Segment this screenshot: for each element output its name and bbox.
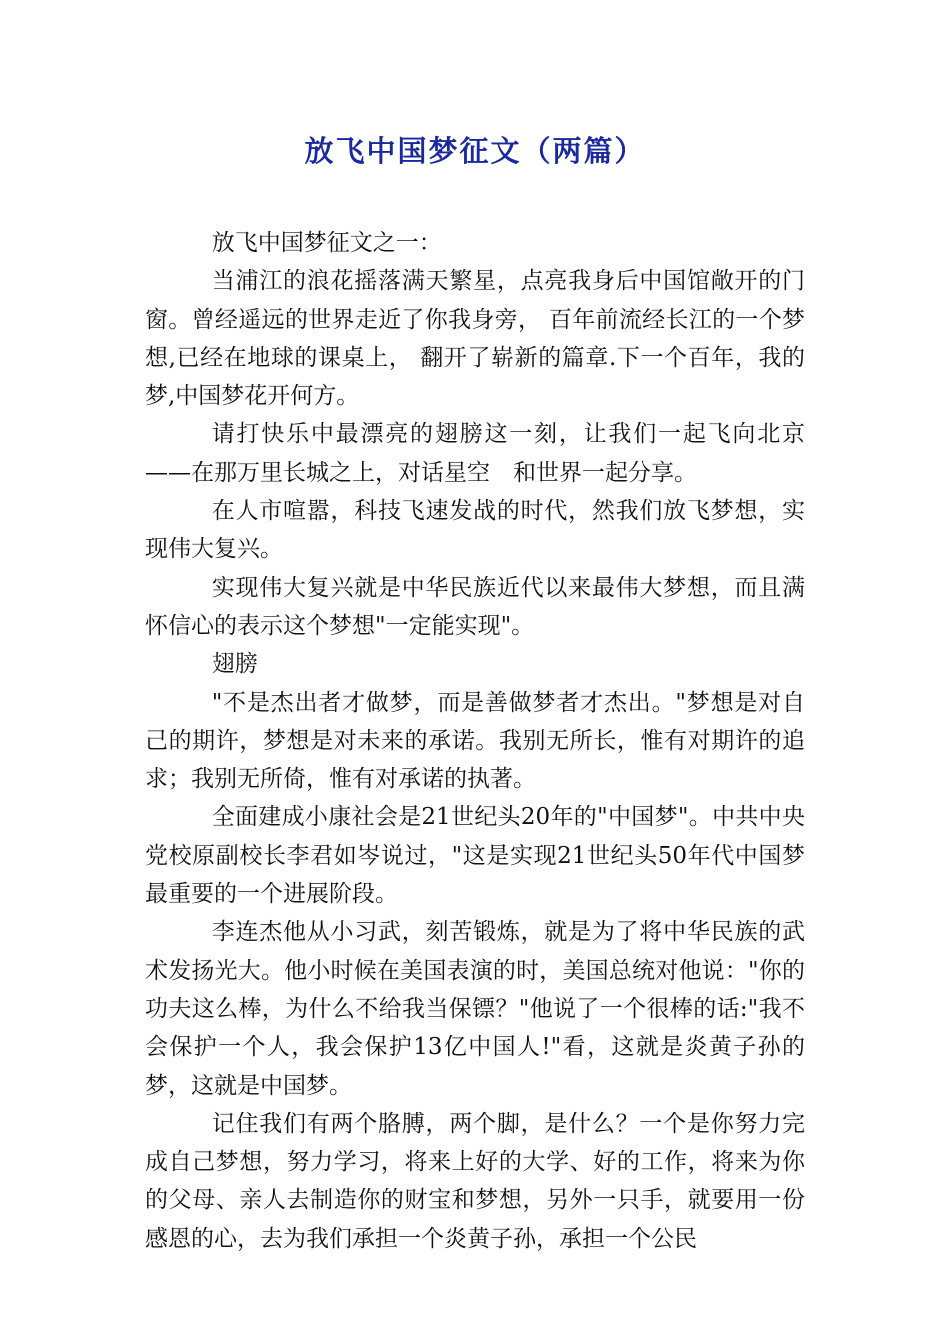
paragraph: 实现伟大复兴就是中华民族近代以来最伟大梦想，而且满怀信心的表示这个梦想"一定能实现"。 — [145, 574, 805, 639]
paragraph: 放飞中国梦征文之一： — [211, 230, 442, 256]
document-title: 放飞中国梦征文（两篇） — [304, 134, 646, 168]
paragraph: 在人市喧嚣，科技飞速发战的时代，然我们放飞梦想，实现伟大复兴。 — [145, 498, 805, 563]
paragraph: 请打快乐中最漂亮的翅膀这一刻，让我们一起飞向北京——在那万里长城之上，对话星空 和世界一起分享。 — [145, 421, 805, 486]
paragraph: 全面建成小康社会是21世纪头20年的"中国梦"。中共中央党校原副校长李君如岑说过，"这是实现21世纪头50年代中国梦最重要的一个进展阶段。 — [145, 804, 805, 908]
paragraph: "不是杰出者才做梦，而是善做梦者才杰出。"梦想是对自己的期许，梦想是对未来的承诺。我别无所长，惟有对期许的追求；我别无所倚，惟有对承诺的执著。 — [145, 689, 805, 793]
paragraph: 记住我们有两个胳膊，两个脚，是什么？一个是你努力完成自己梦想，努力学习，将来上好的大学、好的工作，将来为你的父母、亲人去制造你的财宝和梦想，另外一只手，就要用一份感恩的心，去为我们承担一个炎黄子孙，承担一个公民 — [145, 1110, 805, 1252]
paragraph: 李连杰他从小习武，刻苦锻炼，就是为了将中华民族的武术发扬光大。他小时候在美国表演的时，美国总统对他说："你的功夫这么棒，为什么不给我当保镖？"他说了一个很棒的话:"我不会保护一个人，我会保护13亿中国人!"看，这就是炎黄子孙的梦，这就是中国梦。 — [145, 919, 805, 1099]
paragraph: 翅膀 — [211, 651, 258, 678]
paragraph: 当浦江的浪花摇落满天繁星，点亮我身后中国馆敞开的门窗。曾经遥远的世界走近了你我身旁， 百年前流经长江的一个梦想,已经在地球的课桌上， 翻开了崭新的篇章.下一个百年，我的梦,中国梦花开何方。 — [145, 268, 805, 410]
document-body — [145, 224, 805, 1258]
